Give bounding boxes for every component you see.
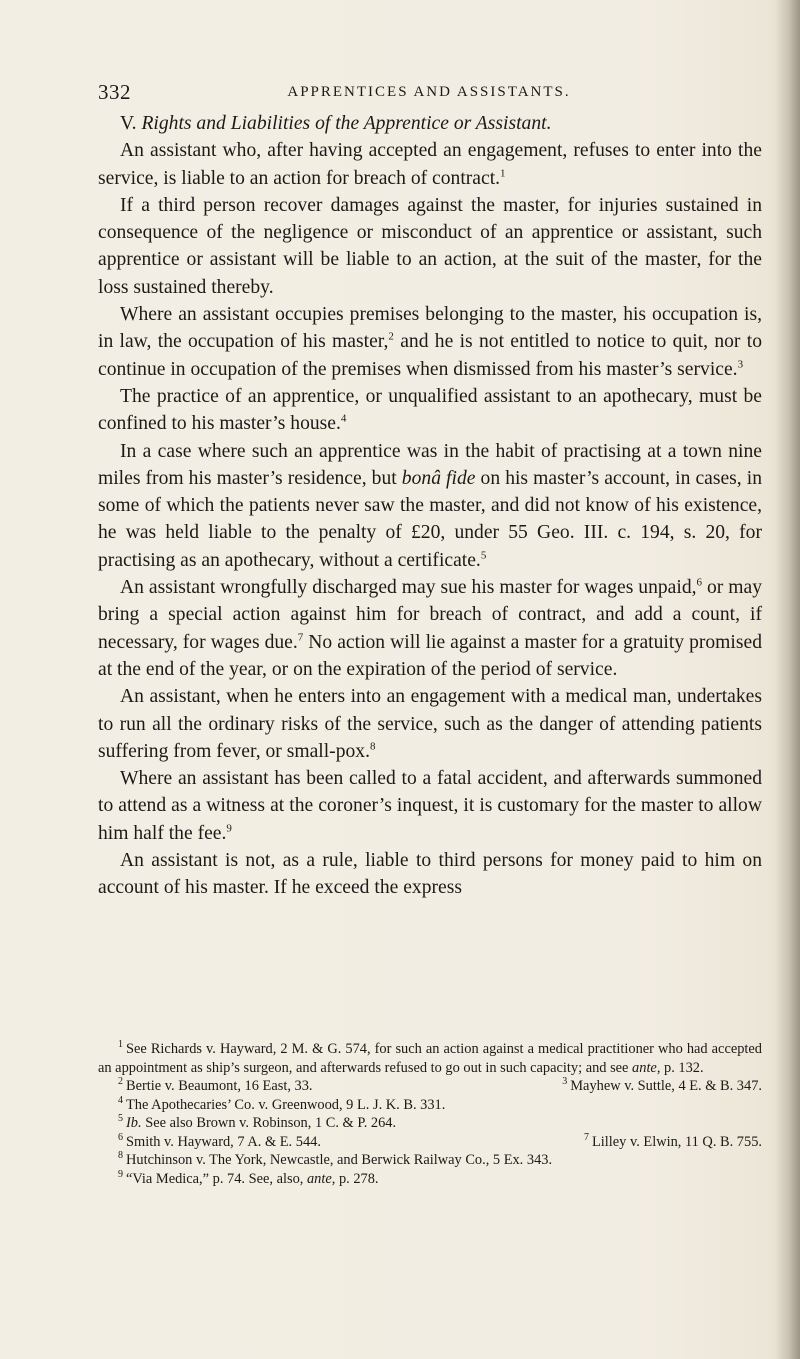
footnote-text: , p. 278. [331,1170,379,1187]
footnote [98,1170,762,1189]
footnote-mark: 4 [118,1094,123,1106]
paragraph-text: If a third person recover damages against the master, for injuries sustained in consequence of the negligence or misconduct of an apprentice or assistant, such apprentice or assistant will be liable to an action, at the suit of the master, for the loss sustained thereby. [98,194,762,298]
footnote-text: See Richards v. Hayward, 2 M. & G. 574, for such an action against a medical practitioner who had accepted an appointment as ship’s surgeon, and afterwards refused to go out in such capacity; and see [98,1041,762,1076]
footnote-text: The Apothecaries’ Co. v. Greenwood, 9 L. J. K. B. 331. [126,1096,446,1113]
paragraph-text: An assistant who, after having accepted an engagement, refuses to enter into the service, is liable to an action for breach of contract. [98,140,762,189]
section-heading [98,110,762,137]
footnote-mark: 8 [118,1150,123,1162]
footnote-text: , p. 132. [656,1059,704,1076]
body-text [98,110,762,902]
paragraph-text: or may bring a special action against him for breach of contract, and add a count, if necessary, for wages due. [98,577,762,653]
footnote-row [98,1077,762,1096]
page-edge-shadow [776,0,800,1359]
italic-phrase: bonâ fide [401,467,476,489]
paragraph-text: An assistant, when he enters into an engagement with a medical man, undertakes to run all the ordinary risks of the service, such as the danger of attending patients suffering from fever, or small-pox. [98,686,762,762]
page-header [98,80,720,110]
footnote [98,1096,762,1115]
paragraph-text: An assistant wrongfully discharged may sue his master for wages unpaid, [120,577,697,599]
footnote-ref: 4 [340,412,347,425]
footnote-mark: 5 [118,1113,123,1125]
paragraph-text: In a case where such an apprentice was in the habit of practising at a town nine miles from his master’s residence, but [98,440,762,489]
footnote-ref: 9 [226,822,232,835]
footnote [98,1151,762,1170]
paragraph-text: The practice of an apprentice, or unqualified assistant to an apothecary, must be confined to his master’s house. [98,385,762,435]
footnote [584,1133,762,1152]
footnote [98,1040,762,1077]
footnote-text: Bertie v. Beaumont, 16 East, 33. [126,1078,313,1094]
footnote-row [98,1133,762,1152]
section-title: Rights and Liabilities of the Apprentice or Assistant. [141,113,552,134]
paragraph-text: and he is not entitled to notice to quit, nor to continue in occupation of the premises when dismissed from his master’s service. [98,331,762,380]
footnote-text: Smith v. Hayward, 7 A. & E. 544. [126,1133,321,1150]
paragraph-text: An assistant is not, as a rule, liable to third persons for money paid to him on account of his master. If he exceed the express [98,850,762,899]
footnote-text: Lilley v. Elwin, 11 Q. B. 755. [591,1133,762,1150]
footnote-mark: 9 [118,1168,123,1180]
footnote [98,1114,762,1133]
footnote-ref: 2 [388,330,394,343]
footnote-ref: 1 [500,167,506,180]
footnote-text: Mayhew v. Suttle, 4 E. & B. 347. [570,1078,762,1094]
paragraph [98,574,762,683]
paragraph [98,192,762,301]
footnote-mark: 6 [118,1131,123,1143]
paragraph-text: Where an assistant occupies premises belonging to the master, his occupation is, in law, the occupation of his master, [98,304,762,353]
running-head: APPRENTICES AND ASSISTANTS. [287,84,571,100]
footnote-ref: 6 [696,576,703,589]
paragraph [98,847,762,902]
footnote-mark: 3 [562,1076,568,1088]
paragraph [98,683,762,765]
footnote-italic: ante [632,1059,657,1076]
paragraph [98,137,762,192]
footnote-ref: 8 [370,740,376,753]
footnote [118,1077,313,1096]
footnote-mark: 1 [118,1039,123,1051]
paragraph [98,301,762,383]
footnote-ref: 5 [480,549,487,562]
footnote-italic: Ib. [126,1115,142,1131]
footnote-italic: ante [306,1170,332,1187]
footnote-text: Hutchinson v. The York, Newcastle, and Berwick Railway Co., 5 Ex. 343. [126,1152,553,1168]
paragraph [98,438,762,574]
section-number: V. [120,113,137,134]
footnote-text: “Via Medica,” p. 74. See, also, [126,1170,307,1187]
footnote-text: See also Brown v. Robinson, 1 C. & P. 264. [141,1115,397,1131]
page-number: 332 [98,80,131,104]
paragraph [98,765,762,847]
footnote-mark: 7 [583,1131,589,1143]
footnote-mark: 2 [118,1076,123,1088]
footnote-ref: 3 [737,358,744,371]
footnote-ref: 7 [297,631,304,644]
paragraph-text: No action will lie against a master for a gratuity promised at the end of the year, or on the expiration of the period of service. [98,631,762,680]
footnotes [98,1040,762,1188]
paragraph-text: on his master’s account, in cases, in some of which the patients never saw the master, and did not know of his existence, he was held liable to the penalty of £20, under 55 Geo. III. c. 194, s. 20, for practising as an apothecary, without a certificate. [98,467,763,571]
paragraph [98,383,762,438]
paragraph-text: Where an assistant has been called to a fatal accident, and afterwards summoned to attend as a witness at the coroner’s inquest, it is customary for the master to allow him half the fee. [98,768,762,844]
footnote [118,1133,321,1152]
footnote [562,1077,762,1096]
